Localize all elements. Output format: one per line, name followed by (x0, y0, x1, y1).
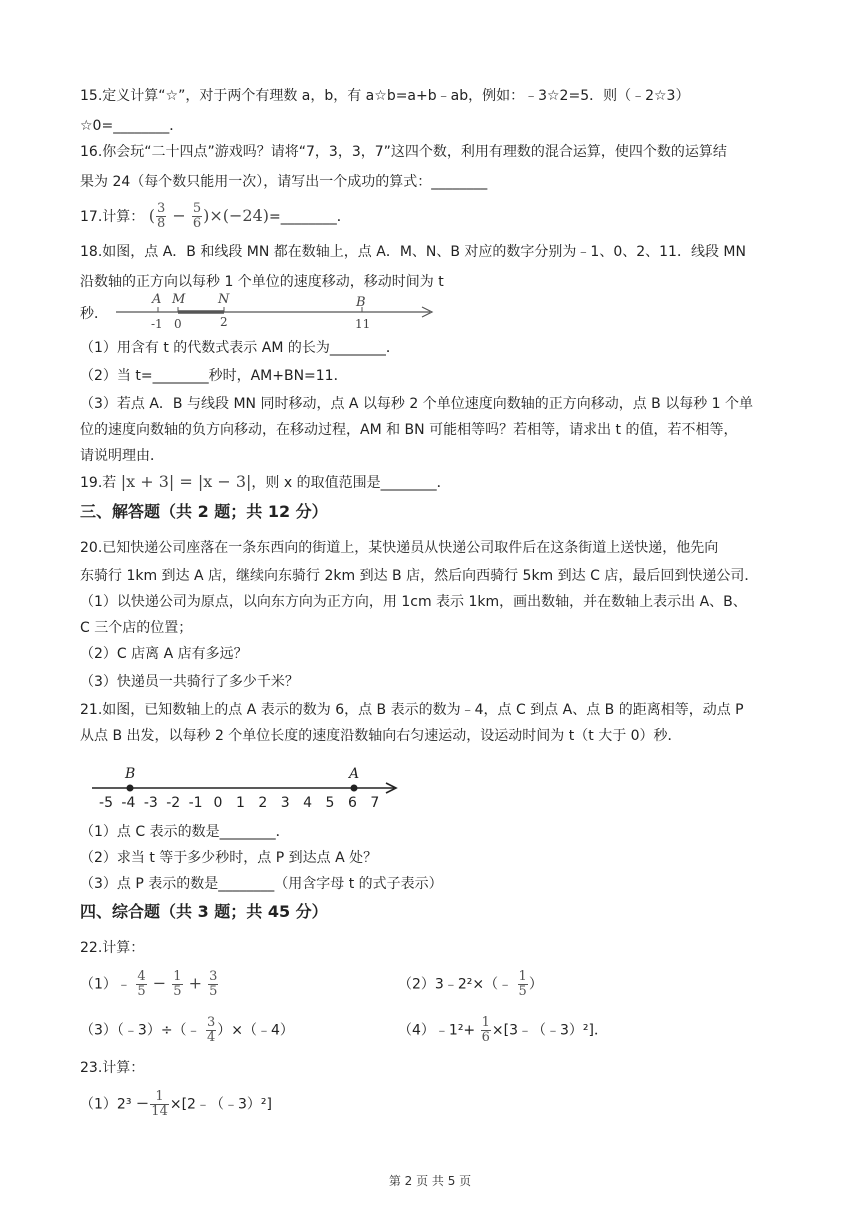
q18-part2: （2）当 t=________秒时，AM+BN=11． (80, 368, 348, 384)
q20-line2: 东骑行 1km 到达 A 店，继续向东骑行 2km 到达 B 店，然后向西骑行 5km 到达 C 店，最后回到快递公司． (80, 568, 759, 584)
q22-heading: 22.计算： (80, 940, 145, 956)
tick-label: 2 (220, 315, 228, 329)
q21-part1: （1）点 C 表示的数是________． (80, 824, 290, 840)
q20-line1: 20.已知快递公司座落在一条东西向的街道上，某快递员从快递公司取件后在这条街道上送快递，他先向 (80, 540, 719, 556)
tick-label: 1 (235, 795, 245, 810)
q22-part4-label: （4）﹣1²+ (398, 1022, 476, 1039)
q22-part1-label: （1）﹣ (80, 976, 131, 993)
q22-part3-end: ）×（﹣4） (217, 1022, 294, 1039)
tick-label: 2 (258, 795, 268, 810)
tick-label: -4 (121, 795, 136, 810)
q20-part1-line2: C 三个店的位置； (80, 620, 193, 636)
page-footer: 第 2 页 共 5 页 (388, 1174, 472, 1188)
q22-part3: （3）（﹣3）÷（﹣ $\frac{3}{4}$ ）×（﹣4） (80, 1015, 294, 1045)
q18-line3: 秒． (80, 306, 108, 322)
q23-heading: 23.计算： (80, 1060, 145, 1076)
tick-label: 0 (213, 795, 223, 810)
q18-part3-line1: （3）若点 A．B 与线段 MN 同时移动，点 A 以每秒 2 个单位速度向数轴的正方向移动，点 B 以每秒 1 个单 (80, 396, 754, 412)
q22-part3-label: （3）（﹣3）÷（﹣ (80, 1022, 201, 1039)
q21-part3: （3）点 P 表示的数是________（用含字母 t 的式子表示） (80, 876, 443, 892)
point-a-label: A (152, 292, 162, 307)
q17-suffix: =________． (269, 209, 351, 225)
q18-number-line (112, 286, 442, 334)
q19-line (80, 472, 451, 493)
q21-line1: 21.如图，已知数轴上的点 A 表示的数为 6，点 B 表示的数为﹣4，点 C 到点 A、点 B 的距离相等，动点 P (80, 702, 744, 718)
q21-number-line (88, 760, 408, 810)
section-3-heading: 三、解答题（共 2 题；共 12 分） (80, 502, 328, 521)
tick-label: -3 (143, 795, 158, 810)
q22-part4-end: ×[3﹣（﹣3）²]． (491, 1022, 608, 1039)
section-4-heading: 四、综合题（共 3 题；共 45 分） (80, 902, 328, 921)
q19-suffix: ，则 x 的取值范围是________． (251, 475, 451, 491)
tick-label: -5 (99, 795, 113, 810)
q22-part1: （1）﹣ $\frac{4}{5}$ − $\frac{1}{5}$ + $\frac{3}{5}$ (80, 969, 218, 999)
point-b-label: B (356, 295, 366, 310)
q23-part1-end: ×[2﹣（﹣3）²] (169, 1096, 272, 1113)
q15-line2: ☆0=________． (80, 118, 184, 134)
q18-part3-line2: 位的速度向数轴的负方向移动，在移动过程，AM 和 BN 可能相等吗？若相等，请求出 t 的值，若不相等， (80, 422, 738, 438)
q19-prefix: 19.若 (80, 475, 117, 491)
tick-label: 7 (370, 795, 380, 810)
q22-part4: （4）﹣1²+ $\frac{1}{6}$ ×[3﹣（﹣3）²]． (398, 1015, 608, 1045)
point-m-label: M (172, 292, 186, 307)
q23-part1: （1）2³ − $\frac{1}{14}$ ×[2﹣（﹣3）²] (80, 1089, 272, 1119)
q22-part2-end: ） (528, 976, 543, 993)
tick-label: -1 (188, 795, 203, 810)
tick-label: 6 (347, 795, 357, 810)
tick-label: 3 (280, 795, 290, 810)
q21-part2: （2）求当 t 等于多少秒时，点 P 到达点 A 处？ (80, 850, 378, 866)
q18-part3-line3: 请说明理由． (80, 448, 164, 464)
q23-part1-label: （1）2³ (80, 1096, 132, 1113)
tick-label: 4 (303, 795, 313, 810)
point-b-label: B (125, 766, 136, 782)
point-a-label: A (349, 766, 360, 782)
tick-label: 11 (355, 317, 371, 331)
q18-line1: 18.如图，点 A．B 和线段 MN 都在数轴上，点 A．M、N、B 对应的数字分别为﹣1、0、2、11．线段 MN (80, 244, 746, 260)
q17-line (80, 202, 351, 231)
q22-part2-label: （2）3﹣2²×（﹣ (398, 976, 513, 993)
q20-part3: （3）快递员一共骑行了多少千米？ (80, 674, 299, 690)
q16-line2: 果为 24（每个数只能用一次），请写出一个成功的算式：________ (80, 174, 488, 190)
tick-label: 0 (174, 317, 182, 331)
q22-part2: （2）3﹣2²×（﹣ $\frac{1}{5}$ ） (398, 969, 543, 999)
tick-label: 5 (325, 795, 335, 810)
q15-line1: 15.定义计算“☆”，对于两个有理数 a，b，有 a☆b=a+b﹣ab，例如：﹣3☆2=5．则（﹣2☆3） (80, 88, 690, 104)
q18-part1: （1）用含有 t 的代数式表示 AM 的长为________． (80, 340, 400, 356)
tick-label: -1 (151, 317, 163, 331)
point-n-label: N (218, 292, 230, 307)
q20-part1-line1: （1）以快递公司为原点，以向东方向为正方向，用 1cm 表示 1km，画出数轴，并在数轴上表示出 A、B、 (80, 594, 747, 610)
q17-prefix: 17.计算： (80, 209, 145, 225)
q20-part2: （2）C 店离 A 店有多远？ (80, 646, 248, 662)
q21-line2: 从点 B 出发，以每秒 2 个单位长度的速度沿数轴向右匀速运动，设运动时间为 t（t 大于 0）秒． (80, 728, 682, 744)
q16-line1: 16.你会玩“二十四点”游戏吗？请将“7，3，3，7”这四个数，利用有理数的混合运算，使四个数的运算结 (80, 144, 727, 160)
tick-label: -2 (166, 795, 181, 810)
q18-line2: 沿数轴的正方向以每秒 1 个单位的速度移动，移动时间为 t (80, 274, 444, 290)
q17-expression: ( $\frac{3}{8}$ − $\frac{5}{6}$ )×(−24) (148, 201, 270, 231)
q19-expression: |x + 3| = |x − 3| (120, 472, 252, 491)
